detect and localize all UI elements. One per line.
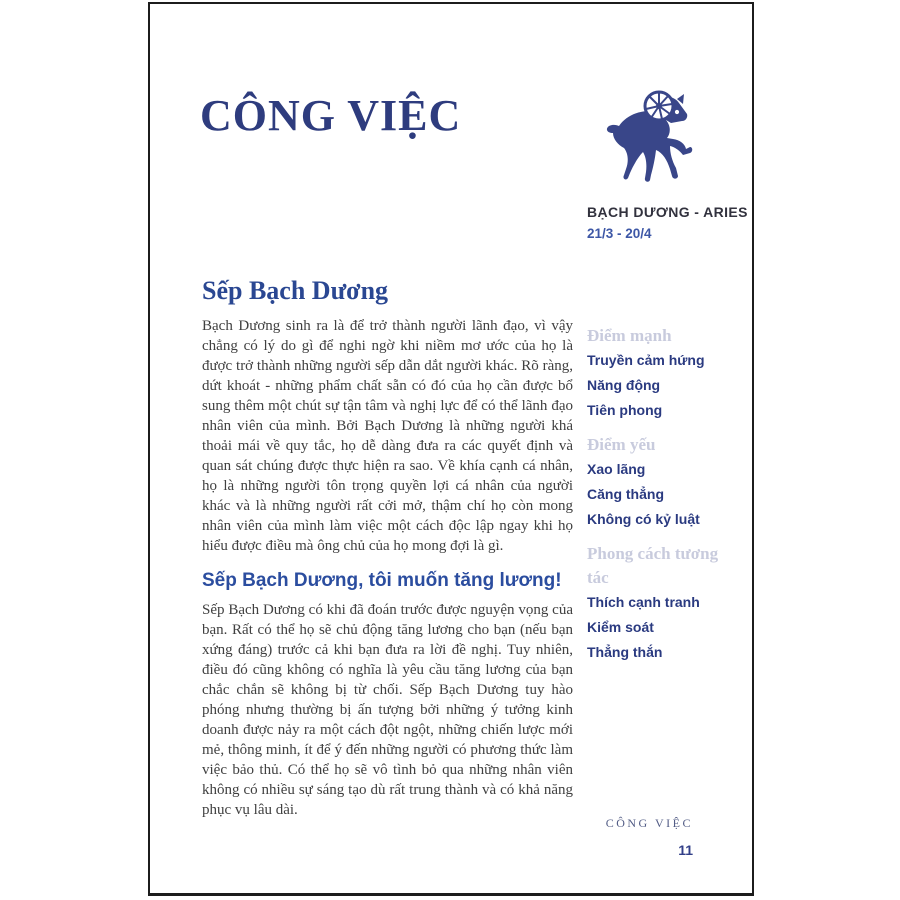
weakness-item: Không có kỷ luật — [587, 511, 700, 527]
chapter-title: CÔNG VIỆC — [200, 91, 462, 140]
aries-ram-icon — [593, 82, 693, 188]
section-heading-boss: Sếp Bạch Dương — [202, 276, 389, 305]
sidebar-section-weaknesses — [587, 433, 729, 532]
strength-item: Năng động — [587, 377, 661, 393]
zodiac-sign-name: BẠCH DƯƠNG - ARIES — [587, 204, 748, 220]
book-page — [148, 2, 754, 896]
traits-sidebar — [587, 324, 729, 675]
interaction-style-item: Thẳng thắn — [587, 644, 663, 660]
strength-item: Tiên phong — [587, 402, 663, 418]
weakness-item: Xao lãng — [587, 461, 646, 477]
page-number: 11 — [678, 842, 693, 858]
section-body-raise: Sếp Bạch Dương có khi đã đoán trước được nguyện vọng của bạn. Rất có thể họ sẽ chủ động tăng lương cho bạn (nếu bạn xứng đáng) trước cả khi bạn đưa ra lời đề nghị. Tuy nhiên, điều đó cũng không có nghĩa là yêu cầu tăng lương của bạn chắc chắn sẽ không bị từ chối. Sếp Bạch Dương tuy hào phóng nhưng thường bị ấn tượng bởi những ý tưởng kinh doanh được nảy ra một cách đột ngột, những chiến lược mới mẻ, thông minh, ít để ý đến những người có phương thức làm việc bảo thủ. Có thể họ sẽ vô tình bỏ qua những nhân viên không có nhiều sự sáng tạo dù rất trung thành và có khả năng phục vụ lâu dài. — [202, 602, 573, 818]
running-footer-chapter: CÔNG VIỆC — [605, 816, 693, 830]
sidebar-label-weaknesses: Điểm yếu — [587, 435, 656, 454]
sidebar-section-strengths — [587, 324, 729, 423]
section-heading-raise: Sếp Bạch Dương, tôi muốn tăng lương! — [202, 570, 562, 591]
zodiac-sign-dates: 21/3 - 20/4 — [587, 226, 652, 241]
interaction-style-item: Thích cạnh tranh — [587, 594, 700, 610]
sidebar-section-interaction-style — [587, 542, 729, 665]
main-column — [202, 276, 573, 820]
weakness-item: Căng thẳng — [587, 486, 664, 502]
sidebar-label-strengths: Điểm mạnh — [587, 326, 672, 345]
sidebar-label-interaction-style: Phong cách tương tác — [587, 544, 719, 587]
section-body-boss: Bạch Dương sinh ra là để trở thành người lãnh đạo, vì vậy chẳng có lý do gì để nghi ngờ khi niềm mơ ước của họ là được trở thành những người sếp dẫn dắt người khác. Rõ ràng, dứt khoát - những phẩm chất sẵn có đó của họ cần được bổ sung thêm một chút sự tận tâm và nghị lực để có thể lãnh đạo nhân viên của mình. Bởi Bạch Dương là những người khá thoải mái về quy tắc, họ dễ dàng đưa ra các quyết định và quan sát chúng được thực hiện ra sao. Về khía cạnh cá nhân, họ là những người tôn trọng quyền lợi cá nhân của người khác và là những người rất cởi mở, thậm chí họ còn mong nhân viên của mình làm việc một cách độc lập ngay khi họ hiểu được điều mà ông chủ của họ mong đợi là gì. — [202, 318, 573, 554]
strength-item: Truyền cảm hứng — [587, 352, 705, 368]
interaction-style-item: Kiểm soát — [587, 619, 654, 635]
